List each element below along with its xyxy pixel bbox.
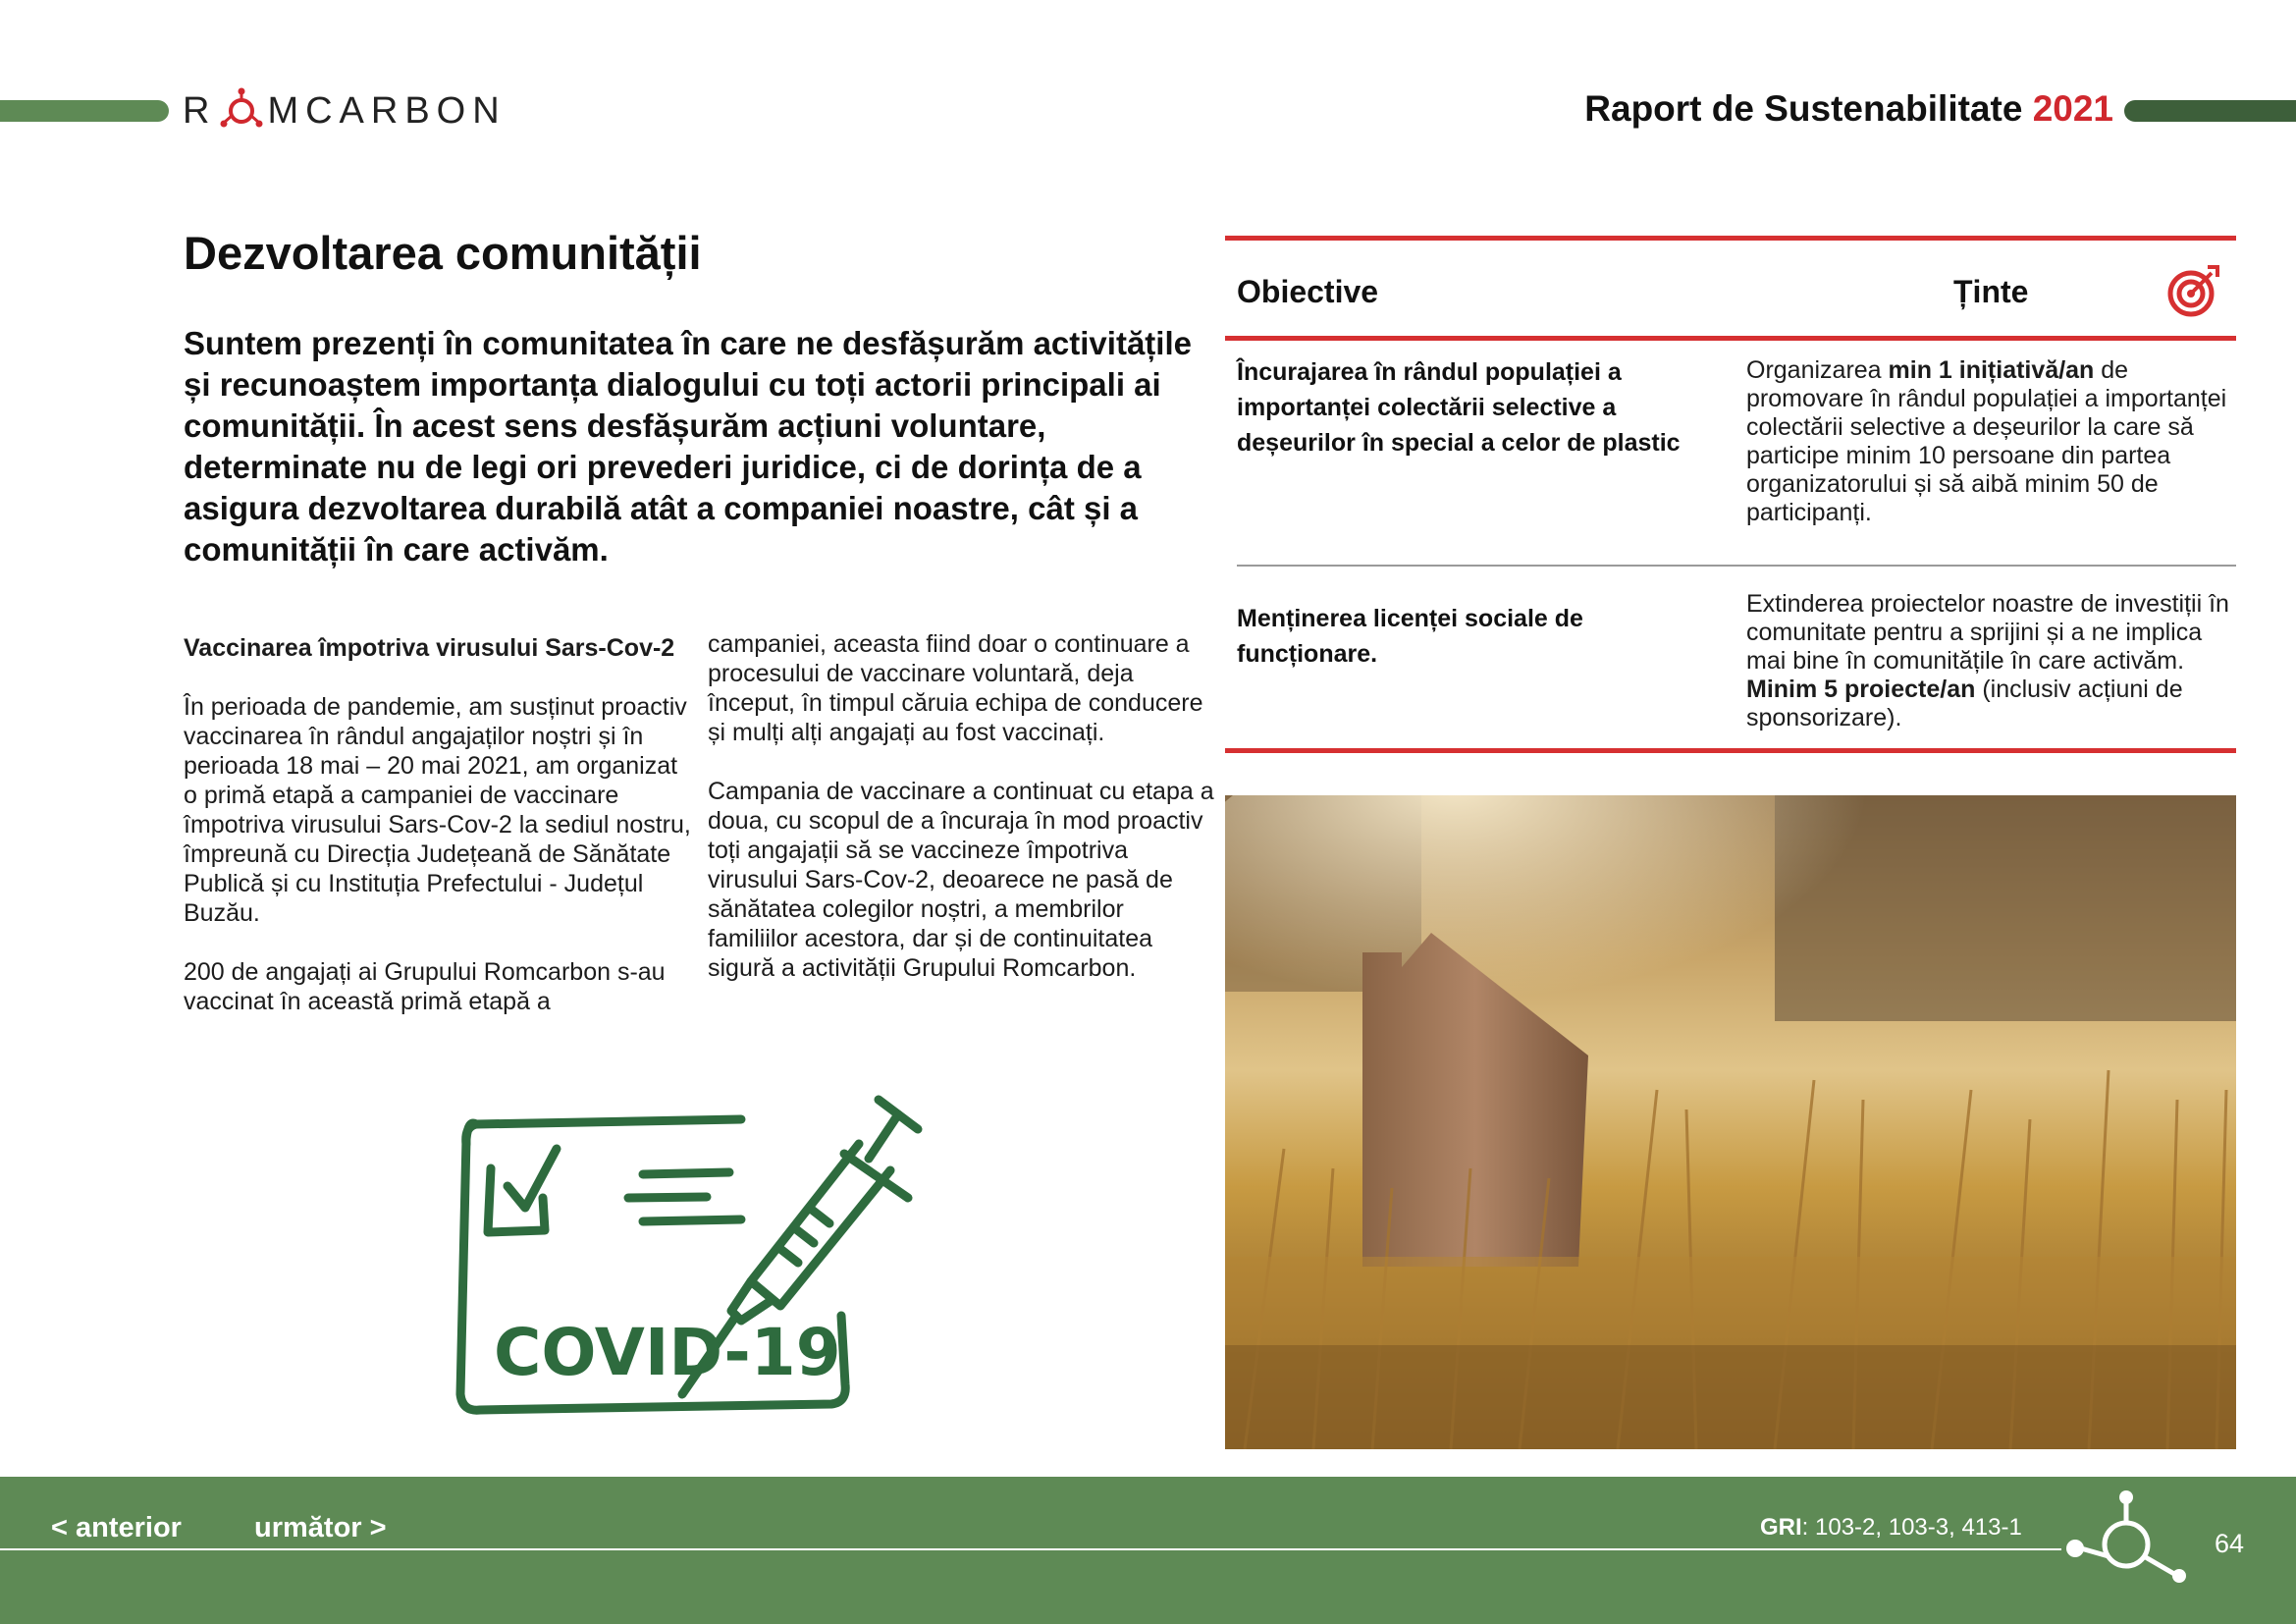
table-header-rule	[1225, 336, 2236, 341]
table-row-1-target	[1746, 356, 2237, 527]
report-title	[1584, 88, 2113, 130]
table-header-targets: Ținte	[1953, 274, 2029, 309]
covid-label: COVID-19	[494, 1315, 841, 1390]
paragraph: campaniei, aceasta fiind doar o continuare a procesului de vaccinare voluntară, deja început, în timpul căruia echipa de conducere și mulți alți angajați au fost vaccinați.	[708, 630, 1203, 746]
intro-paragraph: Suntem prezenți în comunitatea în care ne desfășurăm activitățile și recunoaștem importanța dialogului cu toți actorii principali ai comunității. În acest sens desfășurăm acțiuni voluntare, determinate nu de legi ori prevederi juridice, ci de dorința de a asigura dezvoltarea durabilă atât a companiei noastre, cât și a comunității în care activăm.	[184, 325, 1192, 568]
target-text: (inclusiv acțiuni de sponsorizare).	[1746, 676, 2183, 731]
table-bottom-rule	[1225, 748, 2236, 753]
target-highlight: Minim 5 proiecte/an	[1746, 676, 1976, 703]
gri-label: GRI	[1760, 1514, 1802, 1541]
romcarbon-logo	[183, 86, 507, 135]
page-number: 64	[2215, 1529, 2245, 1558]
report-title-text: Raport de Sustenabilitate	[1584, 88, 2023, 129]
next-page-link[interactable]: următor >	[254, 1512, 387, 1543]
target-highlight: min 1 inițiativă/an	[1888, 356, 2095, 384]
footer-bar	[0, 1477, 2296, 1624]
header-accent-bar-left	[0, 100, 169, 122]
table-top-rule	[1225, 236, 2236, 241]
logo-text-right: MCARBON	[267, 89, 507, 132]
covid-vaccine-certificate-illustration	[447, 1070, 977, 1434]
table-row-2-objective: Menținerea licenței sociale de funcționare.	[1237, 605, 1583, 668]
paragraph: În perioada de pandemie, am susținut proactiv vaccinarea în rândul angajaților noștri și în perioada 18 mai – 20 mai 2021, am organizat o primă etapă a campaniei de vaccinare împotriva virusului Sars-Cov-2 la sediul nostru, împreună cu Direcția Județeană de Sănătate Publică și cu Instituția Prefectului - Județul Buzău.	[184, 693, 691, 927]
checkmark-icon	[507, 1149, 557, 1208]
table-header-objectives: Obiective	[1237, 274, 1379, 309]
text-column-2	[708, 629, 1218, 1012]
wooden-house-in-grass-photo	[1225, 795, 2236, 1449]
gri-reference	[1760, 1514, 2022, 1542]
section-subtitle: Vaccinarea împotriva virusului Sars-Cov-2	[184, 634, 675, 662]
footer-divider	[0, 1548, 2061, 1550]
header-accent-bar-right	[2124, 100, 2296, 122]
text-column-1	[184, 633, 694, 1046]
target-text: Organizarea	[1746, 356, 1889, 384]
target-text: Extinderea proiectelor noastre de investiții în comunitate pentru a sprijini și a ne implica mai bine în comunitățile în care activăm.	[1746, 590, 2229, 675]
logo-text-left: R	[183, 89, 217, 132]
table-row-divider	[1237, 565, 2236, 567]
target-text: de promovare în rândul populației a importanței colectării selective a deșeurilor la care să participe minim 10 persoane din partea organizatorului și să aibă minim 50 de participanți.	[1746, 356, 2227, 526]
report-year: 2021	[2032, 88, 2113, 129]
gri-values: : 103-2, 103-3, 413-1	[1801, 1514, 2022, 1541]
molecule-icon	[2061, 1488, 2199, 1586]
paragraph: 200 de angajați ai Grupului Romcarbon s-au vaccinat în această primă etapă a	[184, 958, 666, 1015]
table-row-1-objective: Încurajarea în rândul populației a importanței colectării selective a deșeurilor în special a celor de plastic	[1237, 358, 1681, 457]
table-row-2-target	[1746, 590, 2237, 732]
page-title: Dezvoltarea comunității	[184, 227, 702, 279]
prev-page-link[interactable]: < anterior	[51, 1512, 182, 1543]
paragraph: Campania de vaccinare a continuat cu etapa a doua, cu scopul de a încuraja în mod proactiv toți angajații să se vaccineze împotriva virusului Sars-Cov-2, deoarece ne pasă de sănătatea colegilor noștri, a membrilor familiilor acestora, dar și de continuitatea sigură a activității Grupului Romcarbon.	[708, 778, 1214, 982]
target-icon	[2166, 263, 2221, 318]
logo-molecule-icon	[218, 87, 265, 135]
